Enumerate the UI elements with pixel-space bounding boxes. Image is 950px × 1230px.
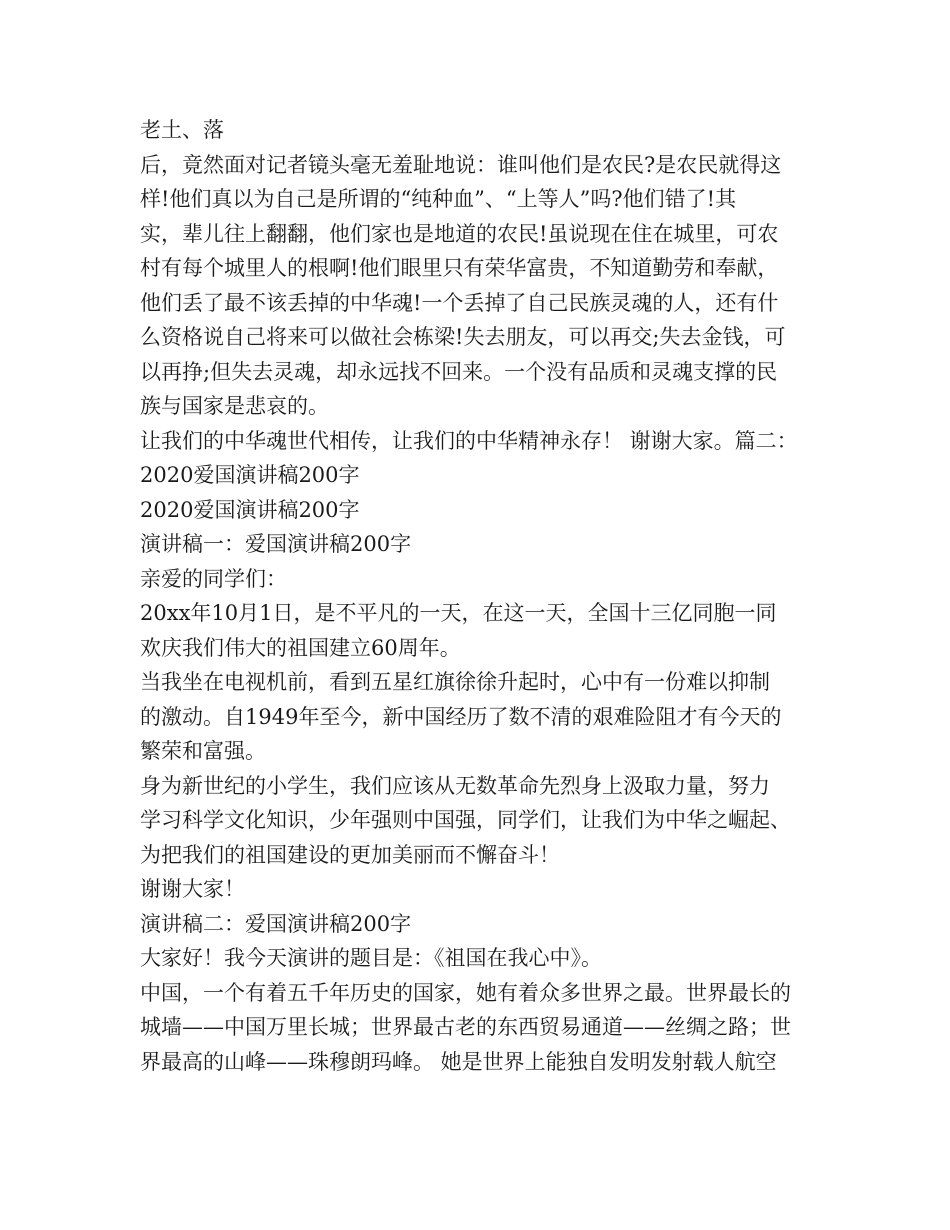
text-line: 他们丢了最不该丢掉的中华魂!一个丢掉了自己民族灵魂的人，还有什 [140,290,779,315]
text-line: 的激动。自1949年至今，新中国经历了数不清的艰难险阻才有今天的 [140,704,782,729]
text-line: 城墙——中国万里长城；世界最古老的东西贸易通道——丝绸之路；世 [140,1015,791,1039]
text-line: 中国，一个有着五千年历史的国家，她有着众多世界之最。世界最长的 [140,980,791,1005]
text-line: 以再挣;但失去灵魂，却永远找不回来。一个没有品质和灵魂支撑的民 [140,359,778,384]
text-line: 么资格说自己将来可以做社会栋梁!失去朋友，可以再交;失去金钱，可 [140,325,786,349]
text-line: 亲爱的同学们： [140,566,287,591]
text-line: 20xx年10月1日，是不平凡的一天，在这一天，全国十三亿同胞一同 [140,601,777,625]
text-line: 2020爱国演讲稿200字 [140,463,360,487]
text-line: 大家好！我今天演讲的题目是：《祖国在我心中》。 [140,946,602,970]
text-line: 实，辈儿往上翻翻，他们家也是地道的农民!虽说现在住在城里，可农 [140,221,779,246]
text-line: 老土、落 [140,118,224,142]
text-line: 为把我们的祖国建设的更加美丽而不懈奋斗！ [140,842,560,867]
text-line: 让我们的中华魂世代相传，让我们的中华精神永存！ 谢谢大家。篇二： [140,428,798,453]
text-line: 界最高的山峰——珠穆朗玛峰。 她是世界上能独自发明发射载人航空 [140,1049,777,1074]
document-body [140,113,840,1079]
text-line: 后，竟然面对记者镜头毫无羞耻地说：谁叫他们是农民?是农民就得这 [140,152,782,177]
text-line: 学习科学文化知识，少年强则中国强，同学们，让我们为中华之崛起、 [140,808,791,832]
text-line: 谢谢大家！ [140,877,245,901]
text-line: 演讲稿二：爱国演讲稿200字 [140,911,412,936]
text-line: 繁荣和富强。 [140,739,266,763]
text-line: 村有每个城里人的根啊!他们眼里只有荣华富贵，不知道勤劳和奉献， [140,256,779,280]
text-line: 欢庆我们伟大的祖国建立60周年。 [140,635,461,660]
text-line: 演讲稿一：爱国演讲稿200字 [140,532,412,556]
text-line: 当我坐在电视机前，看到五星红旗徐徐升起时，心中有一份难以抑制 [140,670,770,694]
text-line: 2020爱国演讲稿200字 [140,497,360,522]
text-line: 身为新世纪的小学生，我们应该从无数革命先烈身上汲取力量，努力 [140,773,770,798]
text-line: 样!他们真以为自己是所谓的“纯种血”、“上等人”吗?他们错了!其 [140,187,737,211]
text-line: 族与国家是悲哀的。 [140,394,329,418]
